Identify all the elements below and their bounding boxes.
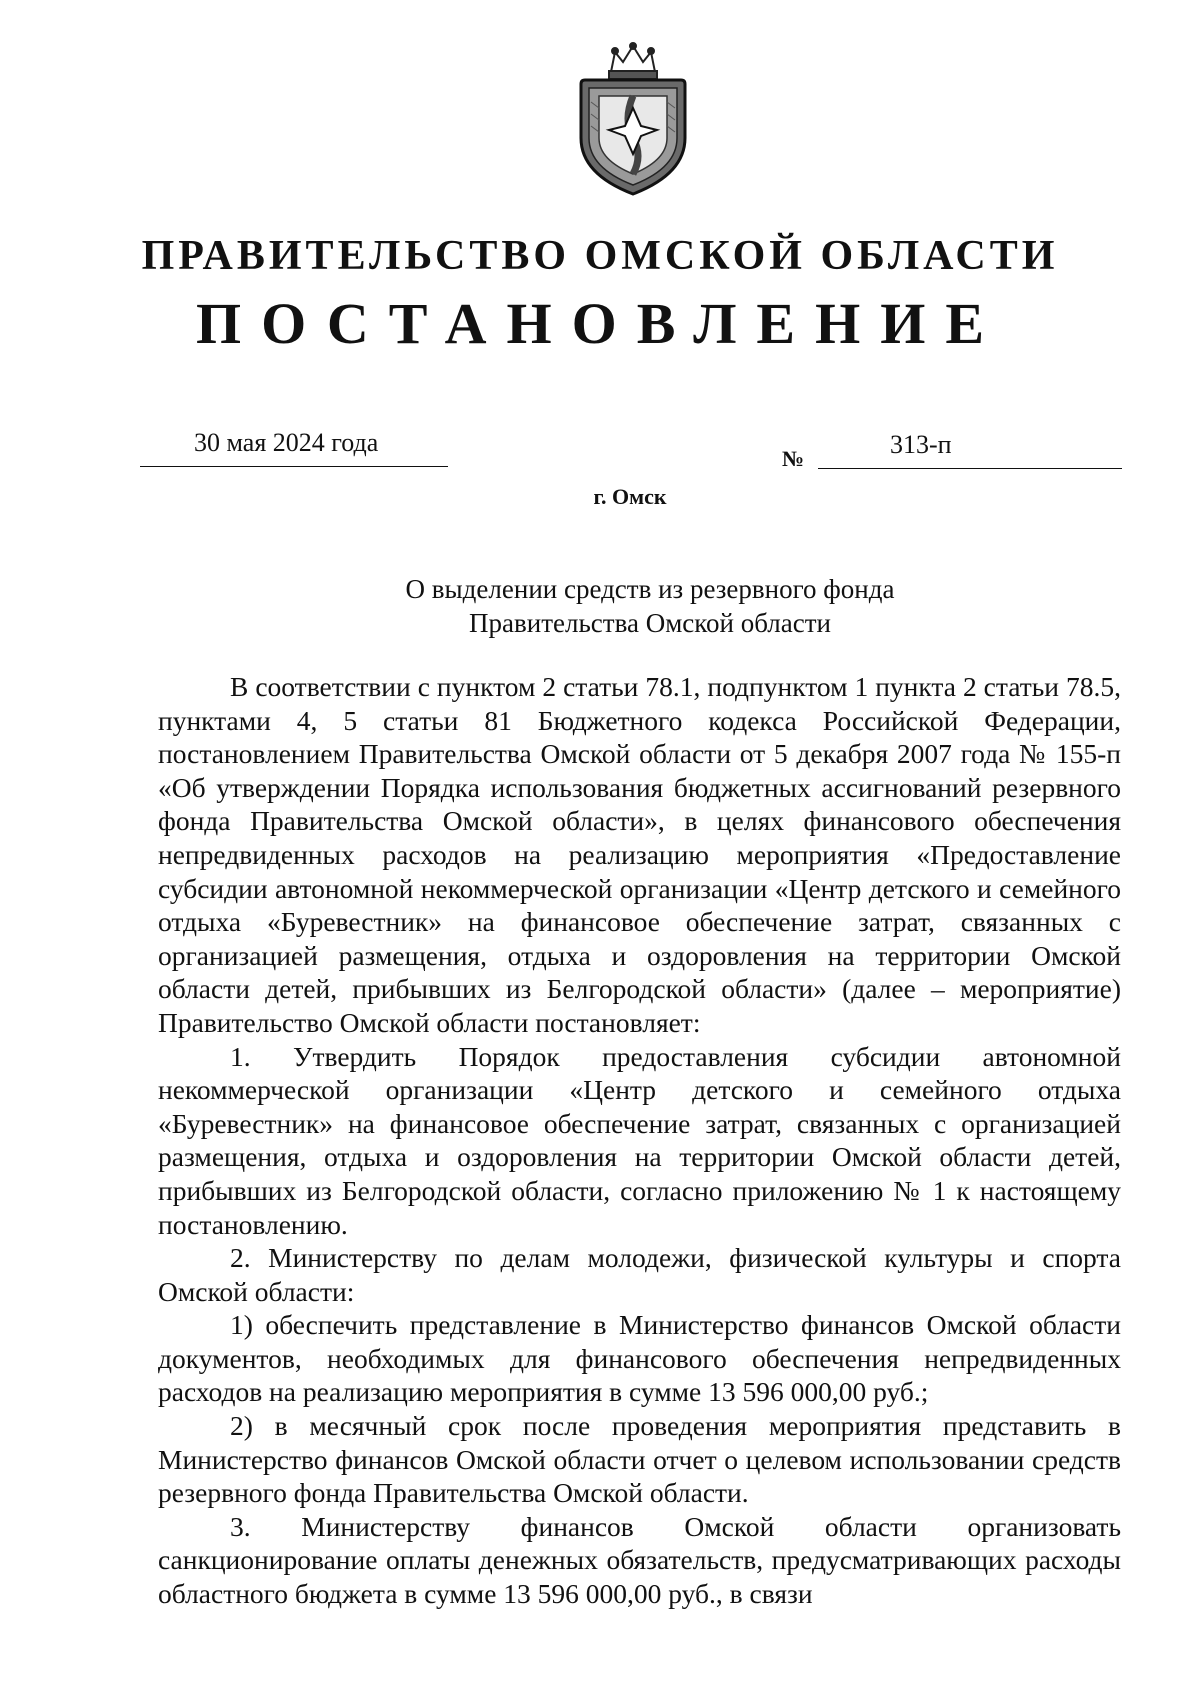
preamble-paragraph: В соответствии с пунктом 2 статьи 78.1, подпунктом 1 пункта 2 статьи 78.5, пунктами 4, 5 статьи 81 Бюджетного кодекса Российской Федерации, постановлением Правительства Омской области от 5 декабря 2007 года № 155-п «Об утверждении Порядка использования бюджетных ассигнований резервного фонда Правительства Омской области», в целях финансового обеспечения непредвиденных расходов на реализацию мероприятия «Предоставление субсидии автономной некоммерческой организации «Центр детского и семейного отдыха «Буревестник» на финансовое обеспечение затрат, связанных с организацией размещения, отдыха и оздоровления на территории Омской области детей, прибывших из Белгородской области» (далее – мероприятие) Правительство Омской области постановляет: [158,671,1121,1038]
number-underline [818,468,1122,469]
document-number: 313-п [890,430,952,459]
city-label: г. Омск [593,484,667,509]
document-subject [340,572,960,640]
coat-of-arms-icon [571,42,695,198]
item-2-paragraph: 2. Министерству по делам молодежи, физической культуры и спорта Омской области: [158,1242,1121,1307]
item-2-1-paragraph: 1) обеспечить представление в Министерство финансов Омской области документов, необходимых для финансового обеспечения непредвиденных расходов на реализацию мероприятия в сумме 13 596 000,00 руб.; [158,1309,1121,1408]
date-underline [140,466,448,467]
subject-line-1: О выделении средств из резервного фонда [405,574,895,604]
number-sign: № [782,446,805,471]
document-date: 30 мая 2024 года [194,428,379,457]
document-body [158,670,1121,1611]
document-type-title: ПОСТАНОВЛЕНИЕ [195,291,1005,356]
item-3-paragraph: 3. Министерству финансов Омской области организовать санкционирование оплаты денежных обязательств, предусматривающих расходы областного бюджета в сумме 13 596 000,00 руб., в связи [158,1510,1121,1610]
item-2-2-paragraph: 2) в месячный срок после проведения мероприятия представить в Министерство финансов Омской области отчет о целевом использовании средств резервного фонда Правительства Омской области. [158,1410,1121,1509]
subject-line-2: Правительства Омской области [469,608,831,638]
item-1-paragraph: 1. Утвердить Порядок предоставления субсидии автономной некоммерческой организации «Центр детского и семейного отдыха «Буревестник» на финансовое обеспечение затрат, связанных с организацией размещения, отдыха и оздоровления на территории Омской области детей, прибывших из Белгородской области, согласно приложению № 1 к настоящему постановлению. [158,1040,1121,1240]
organization-title: ПРАВИТЕЛЬСТВО ОМСКОЙ ОБЛАСТИ [141,233,1059,279]
